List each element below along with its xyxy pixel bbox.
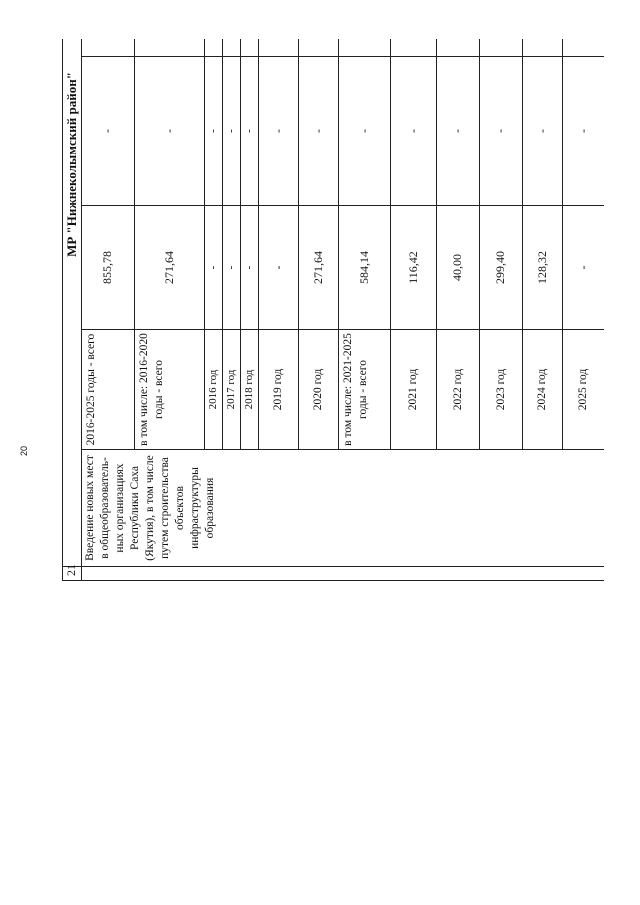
budget-table [62, 39, 604, 581]
total-value: 40,00 [437, 206, 480, 330]
value-col-3 [437, 39, 480, 57]
row-label: 2016-2025 годы - всего [82, 330, 135, 450]
table-row [82, 39, 135, 581]
total-value: 271,64 [135, 206, 205, 330]
value-col-2: - [339, 57, 391, 206]
value-col-3 [391, 39, 437, 57]
document-stage [62, 39, 604, 857]
total-value: - [259, 206, 299, 330]
total-value: 855,78 [82, 206, 135, 330]
index-spacer [82, 567, 605, 581]
page-number: 20 [19, 446, 29, 457]
value-col-2: - [523, 57, 563, 206]
value-col-3 [523, 39, 563, 57]
row-label: 2024 год [523, 330, 563, 450]
value-col-2: - [223, 57, 241, 206]
measure-description: Введение новых мест в общеобразователь-ных организациях Республики Саха (Якутия), в том числе путем строительства объектов инфраструктуры образования [82, 450, 605, 567]
value-col-2: - [391, 57, 437, 206]
value-col-2: - [437, 57, 480, 206]
section-title: МР "Нижнеколымский район" [63, 39, 82, 567]
value-col-3 [241, 39, 259, 57]
value-col-2: - [259, 57, 299, 206]
total-value: 584,14 [339, 206, 391, 330]
row-label: 2017 год [223, 330, 241, 450]
rotated-table-sheet [62, 39, 604, 581]
row-label: 2016 год [205, 330, 223, 450]
total-value: - [205, 206, 223, 330]
value-col-3 [480, 39, 523, 57]
row-label: 2022 год [437, 330, 480, 450]
total-value: - [241, 206, 259, 330]
row-label: 2023 год [480, 330, 523, 450]
row-label: в том числе: 2016-2020 годы - всего [135, 330, 205, 450]
value-col-2: - [563, 57, 605, 206]
value-col-2: - [135, 57, 205, 206]
row-label: 2018 год [241, 330, 259, 450]
value-col-3 [223, 39, 241, 57]
row-label: 2025 год [563, 330, 605, 450]
total-value: - [223, 206, 241, 330]
value-col-3 [82, 39, 135, 57]
value-col-2: - [82, 57, 135, 206]
section-header-row [63, 39, 82, 581]
value-col-2: - [205, 57, 223, 206]
value-col-3 [339, 39, 391, 57]
row-index: 21 [63, 567, 82, 581]
value-col-3 [299, 39, 339, 57]
total-value: 299,40 [480, 206, 523, 330]
value-col-2: - [480, 57, 523, 206]
total-value: 271,64 [299, 206, 339, 330]
total-value: 128,32 [523, 206, 563, 330]
row-label: 2021 год [391, 330, 437, 450]
value-col-2: - [241, 57, 259, 206]
value-col-3 [205, 39, 223, 57]
value-col-3 [135, 39, 205, 57]
value-col-2: - [299, 57, 339, 206]
row-label: в том числе: 2021-2025 годы - всего [339, 330, 391, 450]
value-col-3 [259, 39, 299, 57]
row-label: 2019 год [259, 330, 299, 450]
total-value: 116,42 [391, 206, 437, 330]
row-label: 2020 год [299, 330, 339, 450]
value-col-3 [563, 39, 605, 57]
total-value: - [563, 206, 605, 330]
